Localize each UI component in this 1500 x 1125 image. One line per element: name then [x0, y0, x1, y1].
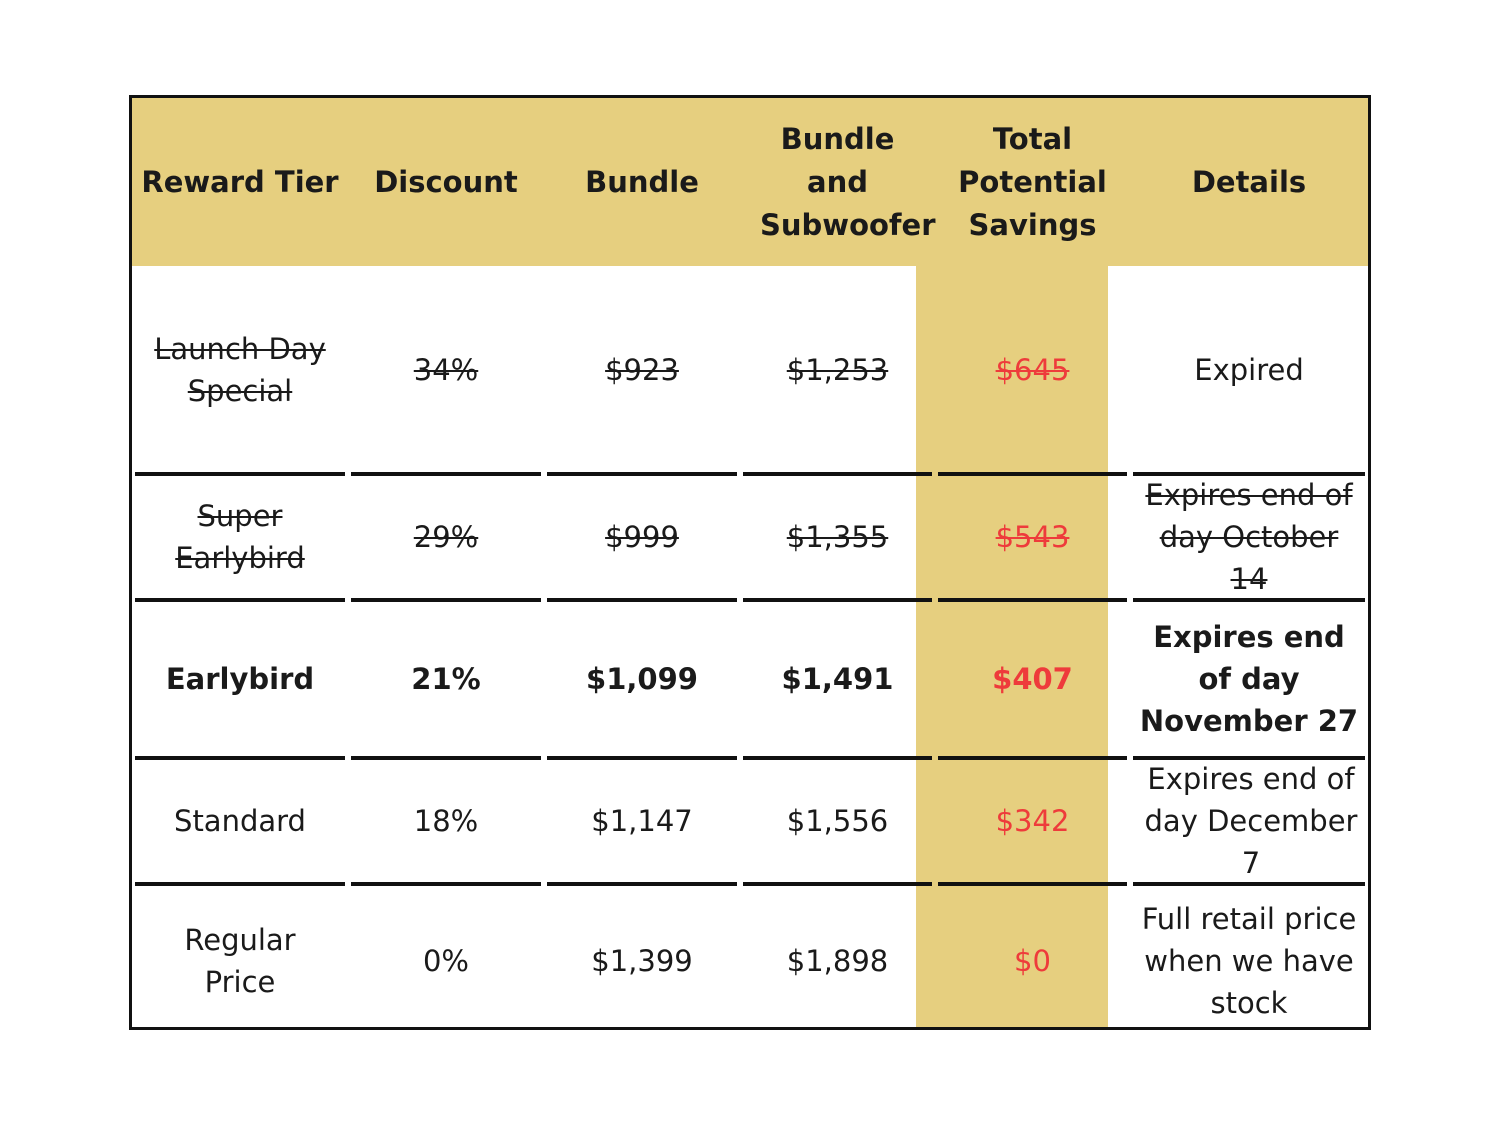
- header-total-potential-savings: Total Potential Savings: [958, 121, 1107, 242]
- table-row: [132, 884, 1368, 1037]
- savings-value: $0: [1014, 943, 1051, 978]
- bundle-price: $1,099: [586, 662, 698, 696]
- table-row: [132, 758, 1368, 884]
- tier-name: Standard: [174, 804, 306, 838]
- table-row: [132, 600, 1368, 758]
- header-discount: Discount: [374, 164, 518, 199]
- bundle-price: $1,399: [591, 943, 693, 978]
- details-text: Expires end of day December 7: [1144, 762, 1358, 880]
- header-row: [132, 98, 1368, 266]
- bundle-price: $1,147: [591, 804, 693, 838]
- savings-value: $645: [995, 353, 1070, 387]
- savings-value: $543: [995, 520, 1070, 554]
- bundle-subwoofer-price: $1,491: [781, 662, 894, 696]
- discount-value: 29%: [413, 520, 479, 554]
- bundle-subwoofer-price: $1,556: [786, 804, 889, 838]
- discount-value: 34%: [413, 353, 479, 387]
- tier-name: Earlybird: [165, 662, 315, 696]
- bundle-price: $999: [605, 520, 679, 554]
- discount-value: 18%: [413, 804, 479, 838]
- savings-value: $342: [995, 804, 1070, 838]
- savings-value: $407: [992, 662, 1073, 696]
- details-text: Expires end of day November 27: [1139, 620, 1359, 738]
- table-row: [132, 474, 1368, 600]
- details-text: Full retail price when we have stock: [1141, 901, 1357, 1020]
- header-details: Details: [1191, 164, 1307, 199]
- bundle-subwoofer-price: $1,355: [786, 520, 889, 554]
- tier-name: Regular Price: [184, 922, 296, 999]
- tier-name: Launch Day Special: [154, 332, 326, 408]
- bundle-subwoofer-price: $1,253: [786, 353, 889, 387]
- header-reward-tier: Reward Tier: [141, 164, 339, 199]
- bundle-subwoofer-price: $1,898: [786, 943, 889, 978]
- discount-value: 0%: [422, 943, 469, 978]
- reward-tier-table: [132, 98, 1368, 1037]
- header-bundle-and-subwoofer: Bundle and Subwoofer: [760, 121, 936, 242]
- tier-name: Super Earlybird: [175, 499, 305, 575]
- details-text: Expired: [1194, 353, 1304, 387]
- details-text: Expires end of day October 14: [1145, 478, 1353, 596]
- table-row: [132, 266, 1368, 474]
- discount-value: 21%: [411, 662, 481, 696]
- reward-tier-table-frame: [129, 95, 1371, 1030]
- bundle-price: $923: [605, 353, 679, 387]
- header-bundle: Bundle: [585, 164, 699, 199]
